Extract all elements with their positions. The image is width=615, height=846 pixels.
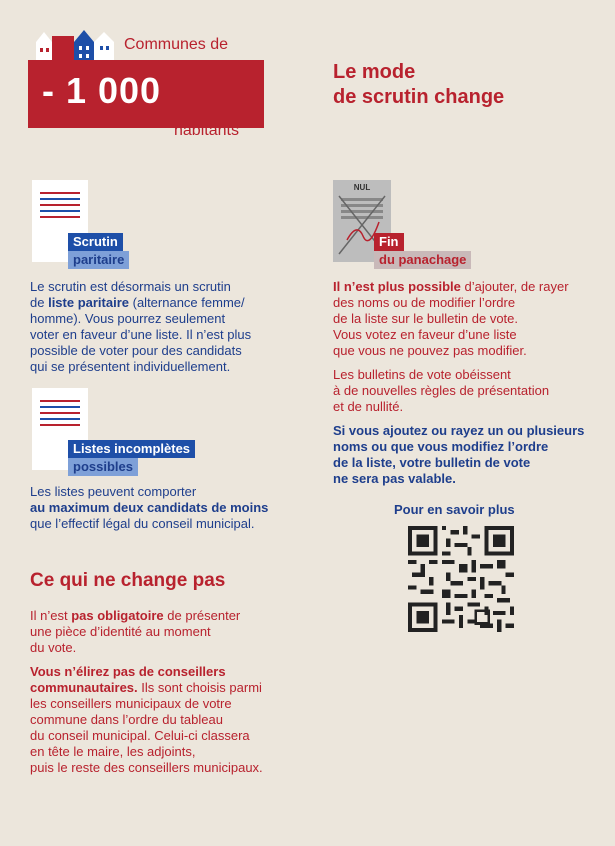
scrutin-text: Le scrutin est désormais un scrutin de liste paritaire (alternance femme/ homme). Vous pourrez seulement voter en faveur d’une liste. Il n’est plus possible de voter pour des candidats qui se présentent individuellement. xyxy=(30,279,252,374)
population-number: - 1 000 xyxy=(42,70,162,111)
habitants-label: habitants xyxy=(174,122,239,139)
listes-text: Les listes peuvent comporter au maximum deux candidats de moins que l’effectif légal du conseil municipal. xyxy=(30,484,269,531)
panachage-warning: Si vous ajoutez ou rayez un ou plusieurs noms ou que vous modifiez l’ordre de la liste, votre bulletin de vote ne sera pas valable. xyxy=(333,423,585,486)
scrutin-label: Scrutin paritaire xyxy=(68,233,129,269)
ballot-nul-icon: NUL xyxy=(333,180,391,262)
more-info-label: Pour en savoir plus xyxy=(394,502,515,517)
nochange-text: Il n’est pas obligatoire de présenter une pièce d’identité au moment du vote. Vous n’élirez pas de conseillers communautaires. Ils sont choisis parmi les conseillers municipaux de votre commune dans l’ordre du tableau du conseil municipal. Celui-ci classera en tête le maire, les adjoints, puis le reste des conseillers municipaux. xyxy=(30,608,263,775)
communes-label: Communes de xyxy=(124,36,229,53)
qr-code-icon[interactable] xyxy=(408,526,514,632)
nochange-title: Ce qui ne change pas xyxy=(30,570,226,591)
panachage-label: Fin du panachage xyxy=(374,233,471,269)
page-title: Le mode de scrutin change xyxy=(333,61,505,108)
listes-label: Listes incomplètes possibles xyxy=(68,440,195,476)
panachage-text: Il n’est plus possible d’ajouter, de rayer des noms ou de modifier l’ordre de la liste sur le bulletin de vote. Vous votez en faveur d’une liste que vous ne pouvez pas modifier. Les bulletins de vote obéissent à de nouvelles règles de présentation et de nullité. xyxy=(333,279,569,414)
